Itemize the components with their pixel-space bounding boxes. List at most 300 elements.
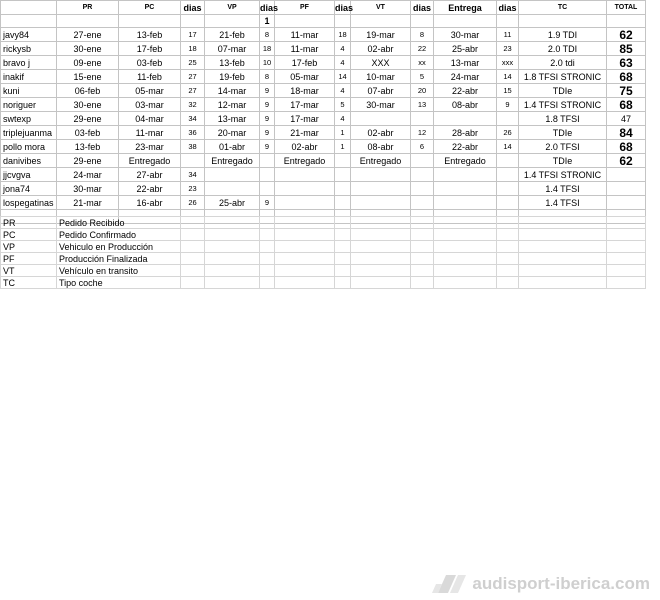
cell-d4 <box>411 112 434 126</box>
cell-vt: 10-mar <box>351 70 411 84</box>
legend-code: PF <box>1 253 57 265</box>
table-row <box>1 84 646 98</box>
cell-d2: 8 <box>260 70 275 84</box>
cell-vt <box>351 196 411 210</box>
owner-name: jona74 <box>1 182 57 196</box>
empty-cell <box>434 229 497 241</box>
empty-cell <box>181 253 205 265</box>
cell-d3: 14 <box>335 70 351 84</box>
cell-vt <box>351 182 411 196</box>
cell-d1: 32 <box>181 98 205 112</box>
empty-cell <box>434 277 497 289</box>
empty-cell <box>181 217 205 229</box>
cell-d5 <box>497 112 519 126</box>
cell-tc: 1.4 TFSI <box>519 196 607 210</box>
cell-d2 <box>260 182 275 196</box>
empty-cell <box>181 265 205 277</box>
empty-cell <box>335 15 351 28</box>
column-header: dias <box>181 1 205 15</box>
legend-code: TC <box>1 277 57 289</box>
cell-vp <box>205 182 260 196</box>
cell-tc: TDIe <box>519 126 607 140</box>
column-header: PR <box>57 1 119 15</box>
table-row <box>1 140 646 154</box>
empty-cell <box>497 229 519 241</box>
table-row <box>1 98 646 112</box>
cell-d5: 9 <box>497 98 519 112</box>
cell-d3 <box>335 168 351 182</box>
empty-cell <box>497 277 519 289</box>
audisport-logo-icon <box>432 575 466 593</box>
cell-d2: 9 <box>260 196 275 210</box>
cell-d5: 23 <box>497 42 519 56</box>
cell-vp <box>205 168 260 182</box>
total-days: 68 <box>607 70 646 84</box>
empty-cell <box>519 15 607 28</box>
watermark-text: audisport-iberica.com <box>472 574 650 593</box>
empty-cell <box>205 277 260 289</box>
empty-cell <box>205 15 260 28</box>
empty-cell <box>411 277 434 289</box>
cell-pc: 11-mar <box>119 126 181 140</box>
cell-pc: 03-mar <box>119 98 181 112</box>
cell-d4 <box>411 196 434 210</box>
owner-name: kuni <box>1 84 57 98</box>
cell-d2: 10 <box>260 56 275 70</box>
cell-entrega <box>434 182 497 196</box>
empty-cell <box>351 277 411 289</box>
delivery-tracking-table <box>0 0 646 224</box>
legend-description: Producción Finalizada <box>57 253 181 265</box>
cell-tc: 2.0 TFSI <box>519 140 607 154</box>
owner-name: noriguer <box>1 98 57 112</box>
cell-d4: 8 <box>411 28 434 42</box>
cell-d1: 34 <box>181 112 205 126</box>
cell-d3: 1 <box>335 140 351 154</box>
owner-name: lospegatinas <box>1 196 57 210</box>
cell-vp: 13-feb <box>205 56 260 70</box>
cell-d4: 13 <box>411 98 434 112</box>
cell-d1: 17 <box>181 28 205 42</box>
empty-cell <box>181 277 205 289</box>
empty-cell <box>434 253 497 265</box>
cell-tc: 1.9 TDI <box>519 28 607 42</box>
table-row <box>1 70 646 84</box>
cell-entrega <box>434 112 497 126</box>
cell-vp: 07-mar <box>205 42 260 56</box>
cell-d4: 6 <box>411 140 434 154</box>
empty-cell <box>335 241 351 253</box>
empty-cell <box>607 15 646 28</box>
cell-pf: 02-abr <box>275 140 335 154</box>
cell-pc: 04-mar <box>119 112 181 126</box>
legend-description: Pedido Recibido <box>57 217 181 229</box>
cell-vp: 19-feb <box>205 70 260 84</box>
cell-tc: 1.8 TFSI STRONIC <box>519 70 607 84</box>
table-row <box>1 196 646 210</box>
empty-cell <box>335 253 351 265</box>
cell-vp: 25-abr <box>205 196 260 210</box>
cell-vp: 12-mar <box>205 98 260 112</box>
column-header: Entrega <box>434 1 497 15</box>
empty-cell <box>275 15 335 28</box>
owner-name: inakif <box>1 70 57 84</box>
cell-d4: 12 <box>411 126 434 140</box>
legend-code: PC <box>1 229 57 241</box>
cell-pf <box>275 196 335 210</box>
legend-row <box>1 253 646 265</box>
empty-cell <box>205 241 260 253</box>
total-days: 68 <box>607 140 646 154</box>
empty-cell <box>519 241 607 253</box>
column-header: dias <box>498 2 517 13</box>
cell-pc: 27-abr <box>119 168 181 182</box>
total-days: 63 <box>607 56 646 70</box>
empty-cell <box>335 229 351 241</box>
cell-d5 <box>497 182 519 196</box>
cell-pc: 05-mar <box>119 84 181 98</box>
empty-cell <box>497 241 519 253</box>
cell-pf: 17-feb <box>275 56 335 70</box>
cell-d4: 5 <box>411 70 434 84</box>
cell-tc: 2.0 TDI <box>519 42 607 56</box>
cell-entrega: Entregado <box>434 154 497 168</box>
column-header: dias <box>260 2 279 13</box>
cell-d4 <box>411 154 434 168</box>
cell-vt <box>351 168 411 182</box>
empty-cell <box>607 277 646 289</box>
empty-cell <box>275 229 335 241</box>
legend-code: PR <box>1 217 57 229</box>
cell-vt: 08-abr <box>351 140 411 154</box>
cell-d2: 9 <box>260 84 275 98</box>
cell-d3 <box>335 182 351 196</box>
empty-cell <box>607 265 646 277</box>
empty-cell <box>275 265 335 277</box>
empty-cell <box>497 217 519 229</box>
cell-pf <box>275 182 335 196</box>
owner-name: pollo mora <box>1 140 57 154</box>
cell-d2: 9 <box>260 98 275 112</box>
cell-vt: Entregado <box>351 154 411 168</box>
cell-entrega <box>434 196 497 210</box>
empty-cell <box>497 265 519 277</box>
legend-code: VP <box>1 241 57 253</box>
legend-row <box>1 241 646 253</box>
empty-cell <box>351 241 411 253</box>
empty-cell <box>411 15 434 28</box>
cell-pr: 06-feb <box>57 84 119 98</box>
empty-cell <box>434 217 497 229</box>
cell-d3: 18 <box>335 28 351 42</box>
cell-pc: 13-feb <box>119 28 181 42</box>
cell-pf: Entregado <box>275 154 335 168</box>
empty-cell <box>260 241 275 253</box>
legend-table <box>0 216 646 289</box>
cell-pf: 05-mar <box>275 70 335 84</box>
cell-pf: 11-mar <box>275 42 335 56</box>
cell-entrega: 08-abr <box>434 98 497 112</box>
cell-d5: 26 <box>497 126 519 140</box>
cell-pf: 21-mar <box>275 126 335 140</box>
cell-vp: Entregado <box>205 154 260 168</box>
empty-cell <box>519 277 607 289</box>
cell-tc: TDIe <box>519 84 607 98</box>
cell-pr: 15-ene <box>57 70 119 84</box>
cell-pc: 22-abr <box>119 182 181 196</box>
empty-cell <box>434 241 497 253</box>
table-row <box>1 56 646 70</box>
legend-row <box>1 277 646 289</box>
empty-cell <box>411 265 434 277</box>
empty-cell <box>497 253 519 265</box>
cell-pc: 17-feb <box>119 42 181 56</box>
cell-pr: 30-ene <box>57 98 119 112</box>
cell-d5: 15 <box>497 84 519 98</box>
empty-cell <box>275 277 335 289</box>
owner-name: javy84 <box>1 28 57 42</box>
legend-row <box>1 229 646 241</box>
empty-cell <box>351 217 411 229</box>
empty-cell <box>181 15 205 28</box>
cell-tc: 1.4 TFSI STRONIC <box>519 168 607 182</box>
empty-cell <box>260 277 275 289</box>
cell-d1: 25 <box>181 56 205 70</box>
cell-d1 <box>181 154 205 168</box>
empty-cell <box>335 265 351 277</box>
column-header <box>1 1 57 15</box>
cell-tc: 1.8 TFSI <box>519 112 607 126</box>
table-row <box>1 42 646 56</box>
cell-vt: 07-abr <box>351 84 411 98</box>
cell-d4: 20 <box>411 84 434 98</box>
table-row <box>1 112 646 126</box>
empty-cell <box>411 229 434 241</box>
empty-cell <box>260 217 275 229</box>
empty-cell <box>181 241 205 253</box>
cell-vt: 02-abr <box>351 42 411 56</box>
cell-pc: 11-feb <box>119 70 181 84</box>
cell-d3: 1 <box>335 126 351 140</box>
empty-cell <box>260 229 275 241</box>
cell-entrega: 22-abr <box>434 140 497 154</box>
legend-description: Vehiculo en Producción <box>57 241 181 253</box>
cell-d1: 38 <box>181 140 205 154</box>
cell-d2 <box>260 168 275 182</box>
empty-cell <box>519 217 607 229</box>
column-header: dias <box>335 2 354 13</box>
cell-pc: 03-feb <box>119 56 181 70</box>
cell-d2: 9 <box>260 140 275 154</box>
cell-pr: 27-ene <box>57 28 119 42</box>
cell-d4: xx <box>411 56 434 70</box>
cell-d3 <box>335 154 351 168</box>
column-header: VT <box>351 1 411 15</box>
cell-d5 <box>497 168 519 182</box>
cell-vt: 19-mar <box>351 28 411 42</box>
marker-cell: 1 <box>260 15 275 28</box>
empty-cell <box>260 265 275 277</box>
empty-cell <box>205 265 260 277</box>
empty-cell <box>434 265 497 277</box>
column-header: TC <box>519 1 607 15</box>
empty-cell <box>519 253 607 265</box>
total-days <box>607 182 646 196</box>
cell-d5: 11 <box>497 28 519 42</box>
table-row <box>1 168 646 182</box>
empty-cell <box>335 277 351 289</box>
cell-d1: 26 <box>181 196 205 210</box>
empty-cell <box>119 15 181 28</box>
empty-cell <box>351 253 411 265</box>
empty-cell <box>411 253 434 265</box>
cell-vp: 20-mar <box>205 126 260 140</box>
empty-cell <box>411 217 434 229</box>
empty-cell <box>607 229 646 241</box>
cell-entrega: 30-mar <box>434 28 497 42</box>
cell-d5: xxx <box>497 56 519 70</box>
empty-cell <box>335 217 351 229</box>
cell-pr: 30-ene <box>57 42 119 56</box>
cell-pf: 11-mar <box>275 28 335 42</box>
cell-pr: 09-ene <box>57 56 119 70</box>
owner-name: bravo j <box>1 56 57 70</box>
cell-d4: 22 <box>411 42 434 56</box>
cell-pf <box>275 168 335 182</box>
total-days: 62 <box>607 154 646 168</box>
cell-d3: 5 <box>335 98 351 112</box>
empty-cell <box>411 241 434 253</box>
cell-d3: 4 <box>335 84 351 98</box>
cell-d3: 4 <box>335 42 351 56</box>
total-days: 68 <box>607 98 646 112</box>
table-row <box>1 154 646 168</box>
cell-vt <box>351 112 411 126</box>
table-row <box>1 126 646 140</box>
empty-cell <box>519 265 607 277</box>
cell-vt: 30-mar <box>351 98 411 112</box>
owner-name: danivibes <box>1 154 57 168</box>
cell-pf: 17-mar <box>275 98 335 112</box>
site-watermark <box>432 574 650 594</box>
cell-entrega: 13-mar <box>434 56 497 70</box>
cell-d1: 36 <box>181 126 205 140</box>
cell-vp: 21-feb <box>205 28 260 42</box>
cell-d4 <box>411 168 434 182</box>
empty-cell <box>275 253 335 265</box>
cell-tc: 2.0 tdi <box>519 56 607 70</box>
legend-row <box>1 265 646 277</box>
cell-d1: 27 <box>181 84 205 98</box>
cell-pr: 29-ene <box>57 112 119 126</box>
legend-description: Vehículo en transito <box>57 265 181 277</box>
cell-d5: 14 <box>497 70 519 84</box>
empty-cell <box>1 15 57 28</box>
column-header: PC <box>119 1 181 15</box>
empty-cell <box>57 15 119 28</box>
cell-d3 <box>335 196 351 210</box>
cell-vt: XXX <box>351 56 411 70</box>
total-days: 62 <box>607 28 646 42</box>
column-header: VP <box>205 1 260 15</box>
empty-cell <box>497 15 519 28</box>
empty-cell <box>607 241 646 253</box>
cell-vp: 14-mar <box>205 84 260 98</box>
cell-tc: TDIe <box>519 154 607 168</box>
table-row <box>1 182 646 196</box>
cell-entrega: 24-mar <box>434 70 497 84</box>
empty-cell <box>260 253 275 265</box>
empty-cell <box>351 229 411 241</box>
cell-d1: 23 <box>181 182 205 196</box>
cell-d2 <box>260 154 275 168</box>
empty-cell <box>205 253 260 265</box>
owner-name: jjcvgva <box>1 168 57 182</box>
cell-tc: 1.4 TFSI <box>519 182 607 196</box>
cell-entrega: 25-abr <box>434 42 497 56</box>
cell-d2: 18 <box>260 42 275 56</box>
cell-tc: 1.4 TFSI STRONIC <box>519 98 607 112</box>
cell-pc: 16-abr <box>119 196 181 210</box>
legend-description: Tipo coche <box>57 277 181 289</box>
cell-pc: Entregado <box>119 154 181 168</box>
total-days <box>607 168 646 182</box>
cell-d5 <box>497 154 519 168</box>
owner-name: triplejuanma <box>1 126 57 140</box>
cell-d4 <box>411 182 434 196</box>
total-days: 85 <box>607 42 646 56</box>
column-header: TOTAL <box>607 1 646 15</box>
cell-pr: 24-mar <box>57 168 119 182</box>
cell-d1: 18 <box>181 42 205 56</box>
cell-d2: 9 <box>260 112 275 126</box>
total-days: 75 <box>607 84 646 98</box>
empty-cell <box>275 241 335 253</box>
cell-d1: 27 <box>181 70 205 84</box>
cell-entrega <box>434 168 497 182</box>
cell-d5: 14 <box>497 140 519 154</box>
cell-d3: 4 <box>335 112 351 126</box>
legend-description: Pedido Confirmado <box>57 229 181 241</box>
column-header: dias <box>411 1 434 15</box>
header-row <box>1 1 646 15</box>
cell-pr: 13-feb <box>57 140 119 154</box>
empty-cell <box>205 229 260 241</box>
empty-cell <box>519 229 607 241</box>
empty-cell <box>607 217 646 229</box>
cell-pr: 21-mar <box>57 196 119 210</box>
empty-cell <box>205 217 260 229</box>
empty-cell <box>351 265 411 277</box>
empty-cell <box>181 229 205 241</box>
total-days: 47 <box>607 112 646 126</box>
total-days <box>607 196 646 210</box>
cell-pr: 30-mar <box>57 182 119 196</box>
cell-entrega: 28-abr <box>434 126 497 140</box>
empty-cell <box>607 253 646 265</box>
marker-row <box>1 15 646 28</box>
total-days: 84 <box>607 126 646 140</box>
legend-row <box>1 217 646 229</box>
cell-pf: 17-mar <box>275 112 335 126</box>
empty-cell <box>434 15 497 28</box>
owner-name: swtexp <box>1 112 57 126</box>
table-row <box>1 28 646 42</box>
cell-d3: 4 <box>335 56 351 70</box>
cell-vp: 01-abr <box>205 140 260 154</box>
cell-vt: 02-abr <box>351 126 411 140</box>
cell-d1: 34 <box>181 168 205 182</box>
